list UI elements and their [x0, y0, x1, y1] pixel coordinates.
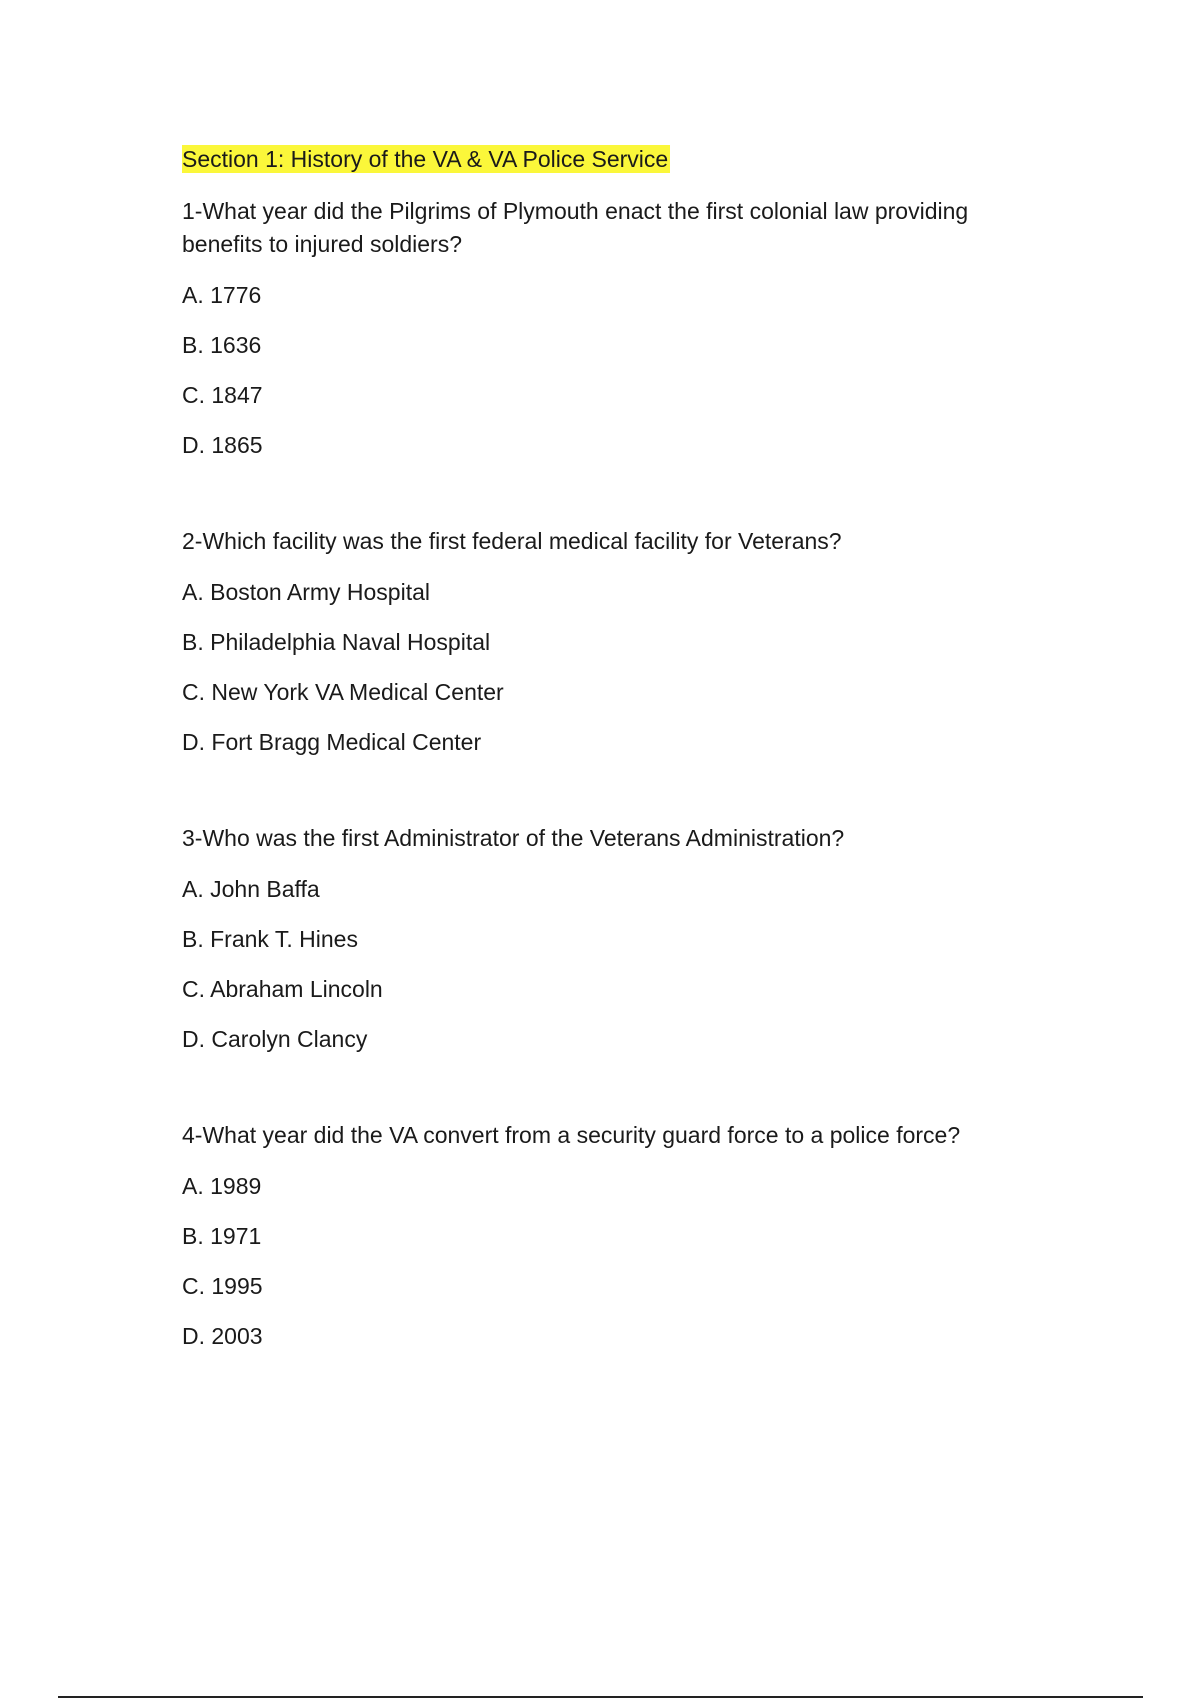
option-a: A. John Baffa [182, 876, 320, 902]
option-list [182, 875, 1032, 1053]
page-bottom-rule [58, 1696, 1143, 1698]
option-b: B. Philadelphia Naval Hospital [182, 629, 491, 655]
question-text: 2-Which facility was the first federal medical facility for Veterans? [182, 528, 842, 554]
question-text: 4-What year did the VA convert from a security guard force to a police force? [182, 1122, 961, 1148]
section-title: Section 1: History of the VA & VA Police Service [182, 146, 669, 172]
option-d: D. 1865 [182, 432, 263, 458]
question-text: 1-What year did the Pilgrims of Plymouth enact the first colonial law providing benefits to injured soldiers? [182, 198, 969, 257]
option-b: B. 1971 [182, 1223, 262, 1249]
document-page [182, 145, 1032, 1350]
option-list [182, 281, 1032, 459]
question-3 [182, 822, 1032, 1053]
question-4 [182, 1119, 1032, 1350]
option-list [182, 1172, 1032, 1350]
option-a: A. 1776 [182, 282, 262, 308]
option-list [182, 578, 1032, 756]
option-a: A. 1989 [182, 1173, 262, 1199]
option-b: B. 1636 [182, 332, 262, 358]
option-c: C. 1847 [182, 382, 263, 408]
option-b: B. Frank T. Hines [182, 926, 358, 952]
option-c: C. New York VA Medical Center [182, 679, 504, 705]
question-2 [182, 525, 1032, 756]
option-d: D. 2003 [182, 1323, 263, 1349]
option-c: C. Abraham Lincoln [182, 976, 383, 1002]
question-1 [182, 195, 1032, 459]
option-d: D. Fort Bragg Medical Center [182, 729, 482, 755]
question-text: 3-Who was the first Administrator of the Veterans Administration? [182, 825, 845, 851]
option-c: C. 1995 [182, 1273, 263, 1299]
option-d: D. Carolyn Clancy [182, 1026, 368, 1052]
option-a: A. Boston Army Hospital [182, 579, 430, 605]
